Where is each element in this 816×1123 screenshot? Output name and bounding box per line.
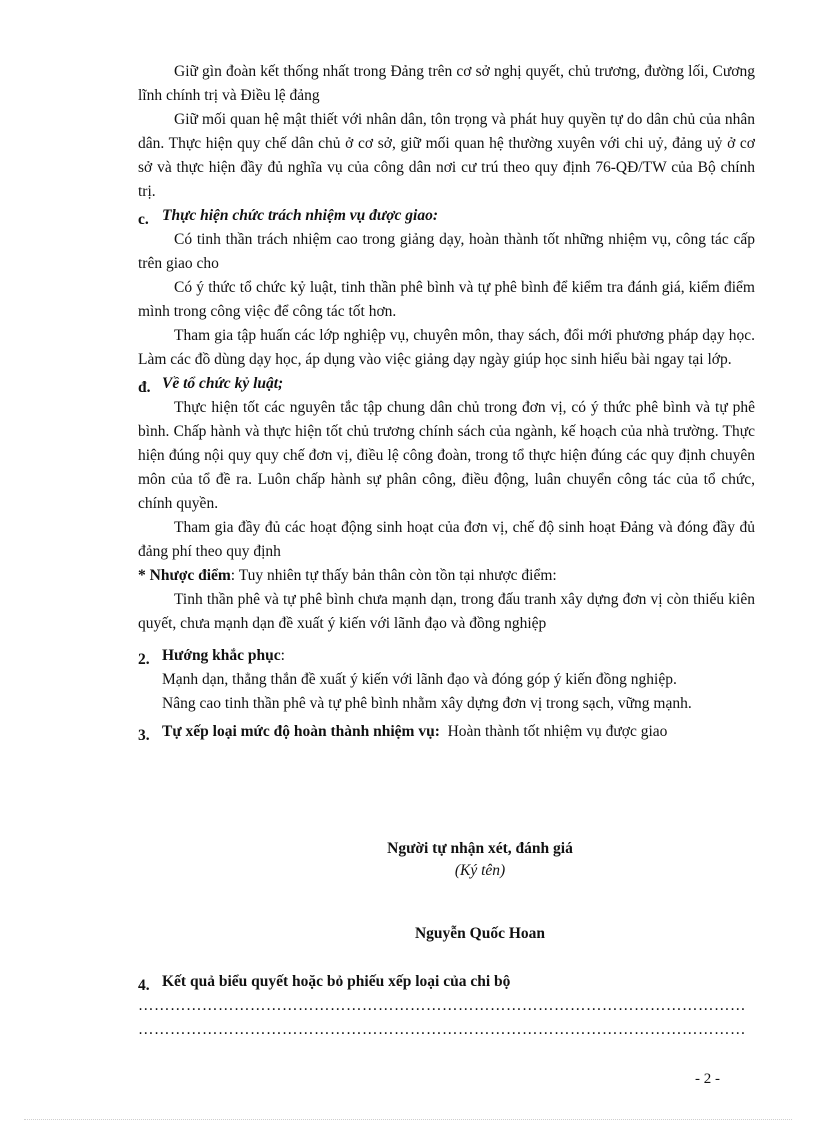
section-heading-d — [138, 372, 755, 396]
page-number: - 2 - — [695, 1071, 720, 1087]
section-heading-4 — [138, 970, 755, 994]
section-4 — [138, 970, 755, 1042]
paragraph: Tham gia tập huấn các lớp nghiệp vụ, chuyên môn, thay sách, đổi mới phương pháp dạy học. Làm các đồ dùng dạy học, áp dụng vào việc giảng dạy ngày giúp học sinh hiểu bài ngay tại lớp. — [138, 327, 755, 368]
section-heading-2 — [138, 644, 755, 668]
section-title: Kết quả biểu quyết hoặc bỏ phiếu xếp loại của chi bộ — [162, 973, 511, 990]
section-number: đ. — [138, 379, 151, 396]
section-heading-3 — [138, 720, 755, 744]
paragraph: Thực hiện tốt các nguyên tắc tập chung dân chủ trong đơn vị, có ý thức phê bình và tự phê bình. Chấp hành và thực hiện tốt chủ trương chính sách của ngành, kế hoạch của nhà trường. Thực hiện đúng nội quy quy chế đơn vị, điều lệ công đoàn, trong tổ thực hiện đúng các quy định chuyên môn của tổ đề ra. Luôn chấp hành sự phân công, điều động, luân chuyển công tác của tổ chức, chính quyền. — [138, 399, 755, 512]
footer-divider — [24, 1119, 792, 1120]
weakness-text: : Tuy nhiên tự thấy bản thân còn tồn tại nhược điểm: — [230, 567, 557, 584]
signature-name-block — [330, 923, 630, 945]
signature-block — [330, 838, 630, 882]
section-title-suffix: : — [280, 647, 285, 664]
signature-title: Người tự nhận xét, đánh giá — [387, 840, 573, 857]
signer-name: Nguyễn Quốc Hoan — [414, 925, 546, 942]
section-title: Tự xếp loại mức độ hoàn thành nhiệm vụ: — [162, 723, 440, 740]
document-body — [138, 60, 755, 744]
self-rating-value: Hoàn thành tốt nhiệm vụ được giao — [439, 723, 668, 740]
paragraph: Có ý thức tổ chức kỷ luật, tinh thần phê bình và tự phê bình để kiểm tra đánh giá, kiểm điểm mình trong công việc để công tác tốt hơn. — [138, 279, 755, 320]
paragraph: Mạnh dạn, thẳng thắn đề xuất ý kiến với lãnh đạo và đóng góp ý kiến đồng nghiệp. — [162, 671, 677, 688]
paragraph: Tham gia đầy đủ các hoạt động sinh hoạt của đơn vị, chế độ sinh hoạt Đảng và đóng đầy đủ đảng phí theo quy định — [138, 519, 755, 560]
paragraph: Có tinh thần trách nhiệm cao trong giảng dạy, hoàn thành tốt những nhiệm vụ, công tác cấp trên giao cho — [138, 231, 755, 272]
section-title: Hướng khắc phục — [162, 647, 281, 664]
section-number: 3. — [138, 727, 150, 744]
section-title: Thực hiện chức trách nhiệm vụ được giao: — [162, 207, 438, 224]
section-heading-c — [138, 204, 755, 228]
section-title: Về tổ chức kỷ luật; — [162, 375, 284, 392]
paragraph: Nâng cao tinh thần phê và tự phê bình nhằm xây dựng đơn vị trong sạch, vững mạnh. — [162, 695, 692, 712]
signature-note: (Ký tên) — [454, 862, 506, 879]
section-number: 4. — [138, 977, 150, 994]
paragraph: Giữ gìn đoàn kết thống nhất trong Đảng trên cơ sở nghị quyết, chủ trương, đường lối, Cương lĩnh chính trị và Điều lệ đảng — [138, 63, 755, 104]
dotted-line: …………………………………………………………………………………………………… — [138, 997, 746, 1014]
weakness-label: * Nhược điểm — [138, 567, 231, 584]
paragraph: Tinh thần phê và tự phê bình chưa mạnh dạn, trong đấu tranh xây dựng đơn vị còn thiếu kiên quyết, chưa mạnh dạn đề xuất ý kiến với lãnh đạo và đồng nghiệp — [138, 591, 755, 632]
paragraph: Giữ mối quan hệ mật thiết với nhân dân, tôn trọng và phát huy quyền tự do dân chủ của nhân dân. Thực hiện quy chế dân chủ ở cơ sở, giữ mối quan hệ thường xuyên với chi uỷ, đảng uỷ ở cơ sở và thực hiện đầy đủ nghĩa vụ của công dân nơi cư trú theo quy định 76-QĐ/TW của Bộ chính trị. — [138, 111, 755, 200]
section-number: 2. — [138, 651, 150, 668]
weakness-line — [138, 564, 755, 588]
dotted-line: …………………………………………………………………………………………………… — [138, 1021, 746, 1038]
section-number: c. — [138, 211, 149, 228]
